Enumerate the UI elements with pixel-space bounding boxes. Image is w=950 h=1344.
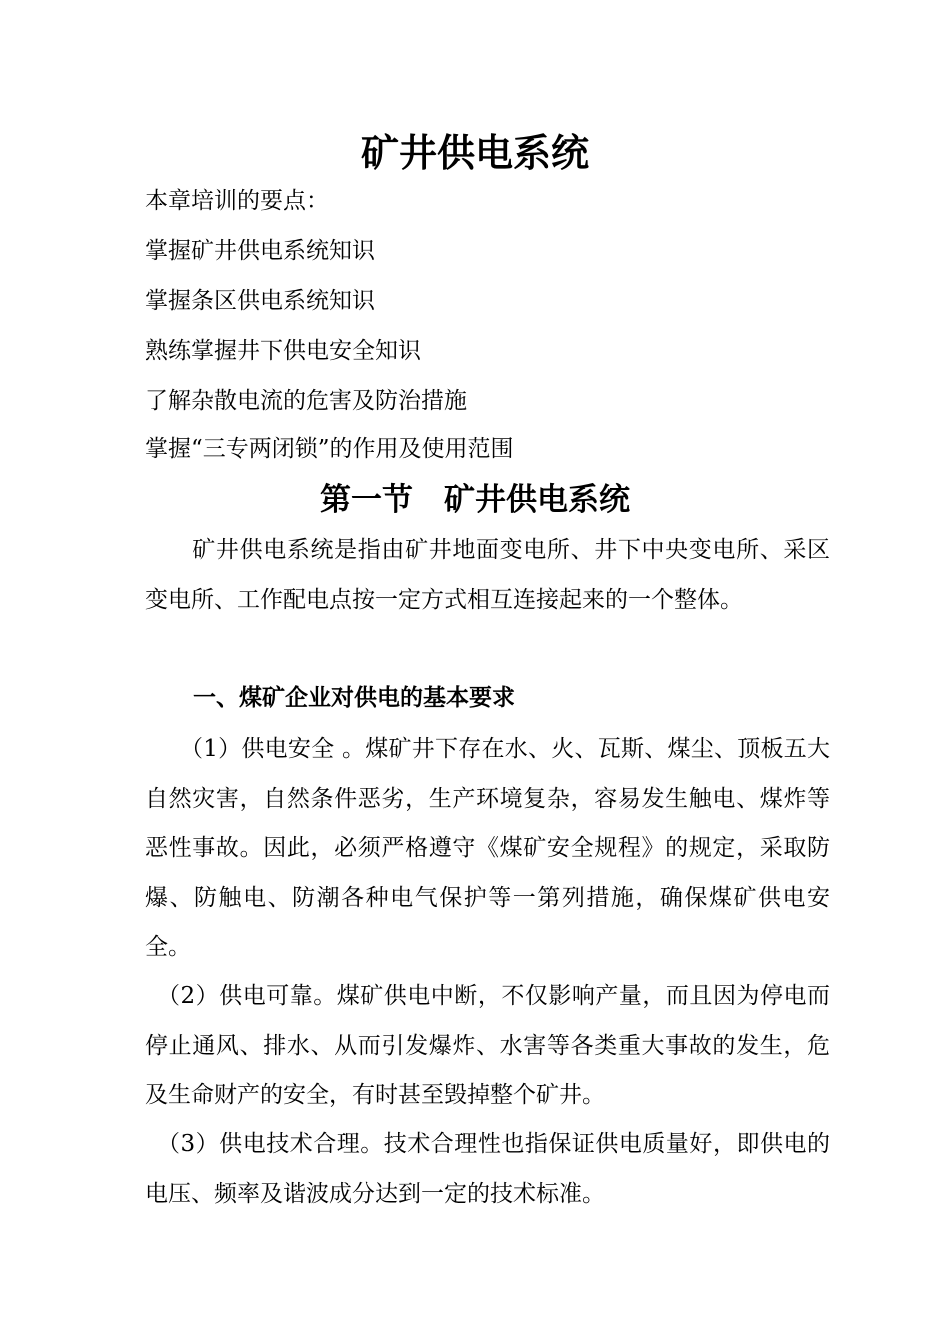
- key-point-item: 了解杂散电流的危害及防治措施: [145, 388, 467, 414]
- requirement-paragraph: （2）供电可靠。煤矿供电中断，不仅影响产量，而且因为停电而停止通风、排水、从而引发爆炸、水害等各类重大事故的发生，危及生命财产的安全，有时甚至毁掉整个矿井。: [145, 983, 830, 1108]
- document-title: 矿井供电系统: [360, 130, 589, 175]
- key-point-item: 掌握矿井供电系统知识: [145, 238, 375, 264]
- key-point-item: 掌握条区供电系统知识: [145, 288, 375, 314]
- intro-paragraph: 矿井供电系统是指由矿井地面变电所、井下中央变电所、采区变电所、工作配电点按一定方式相互连接起来的一个整体。: [145, 537, 830, 613]
- requirement-paragraph: （1）供电安全 。煤矿井下存在水、火、瓦斯、煤尘、顶板五大自然灾害，自然条件恶劣，生产环境复杂，容易发生触电、煤炸等恶性事故。因此，必须严格遵守《煤矿安全规程》的规定，采取防爆、防触电、防潮各种电气保护等一第列措施，确保煤矿供电安全。: [145, 736, 830, 960]
- section-title: 第一节 矿井供电系统: [320, 482, 630, 518]
- key-point-item: 掌握“三专两闭锁”的作用及使用范围: [145, 436, 514, 462]
- subsection-heading: 一、煤矿企业对供电的基本要求: [193, 684, 515, 711]
- key-points-heading: 本章培训的要点：: [145, 188, 329, 214]
- key-point-item: 熟练掌握井下供电安全知识: [145, 338, 421, 364]
- requirement-paragraph: （3）供电技术合理。技术合理性也指保证供电质量好，即供电的电压、频率及谐波成分达到一定的技术标准。: [145, 1131, 830, 1207]
